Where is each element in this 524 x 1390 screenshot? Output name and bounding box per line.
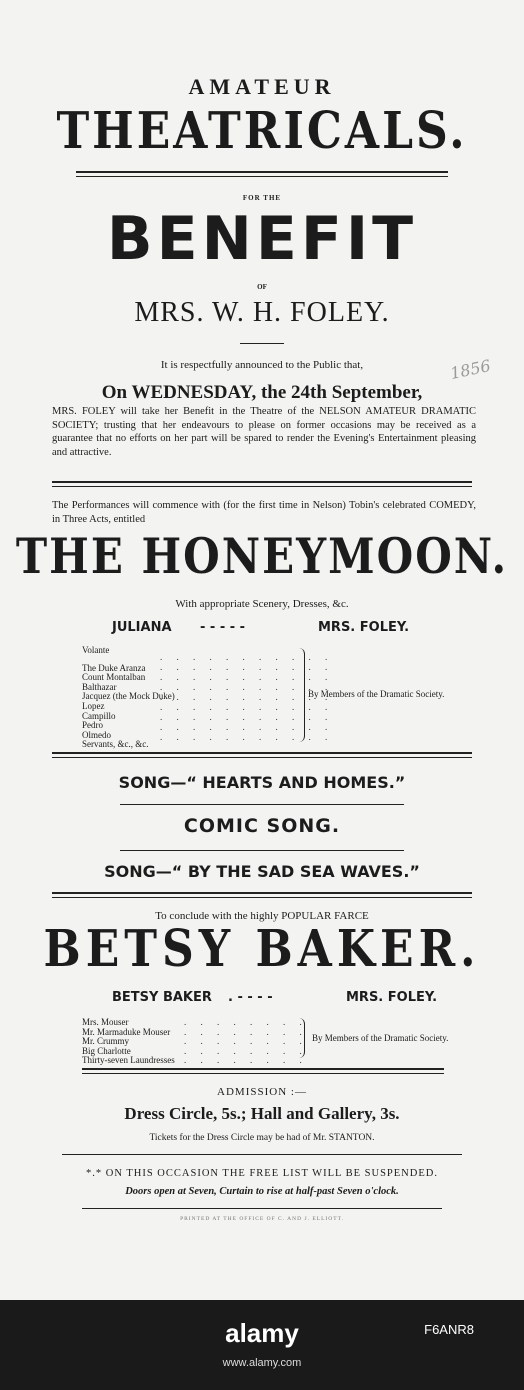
cast-member: Pedro bbox=[82, 720, 103, 731]
lead-role: JULIANA bbox=[112, 620, 172, 635]
beneficiary-name: MRS. W. H. FOLEY. bbox=[134, 297, 390, 328]
cast-member: Olmedo bbox=[82, 729, 111, 740]
tickets-note: Tickets for the Dress Circle may be had of Mr. STANTON. bbox=[149, 1133, 375, 1143]
cast-brace bbox=[296, 648, 305, 742]
cast-note: By Members of the Dramatic Society. bbox=[308, 689, 445, 699]
cast-member: Campillo bbox=[82, 710, 116, 721]
announcement-intro: It is respectfully announced to the Public that, bbox=[160, 359, 364, 371]
stock-url: www.alamy.com bbox=[222, 1357, 302, 1369]
farce-cast-note: By Members of the Dramatic Society. bbox=[312, 1033, 449, 1043]
leader-dots: . . . . . . . . . . . . . . . . . . . . . . . . . . . . . . . . . . . . . . . . . . . . . . . . . . . . . . . . . . . . . . . . . . . . . . . . . . . . . . . . . . . . . . . . . . . . . . . . . . . bbox=[160, 652, 334, 742]
cast-member: Big Charlotte bbox=[82, 1045, 131, 1056]
scenery-note: With appropriate Scenery, Dresses, &c. bbox=[175, 598, 349, 610]
divider bbox=[76, 171, 448, 177]
farce-lead-actor: MRS. FOLEY. bbox=[346, 990, 438, 1005]
cast-member: Mr. Crummy bbox=[82, 1036, 130, 1047]
cast-member: Mrs. Mouser bbox=[82, 1017, 129, 1027]
cast-member: Balthazar bbox=[82, 681, 117, 692]
printer-credit: PRINTED AT THE OFFICE OF C. AND J. ELLIOTT. bbox=[180, 1216, 344, 1222]
benefit-title: BENEFIT bbox=[106, 204, 418, 274]
performance-date: On WEDNESDAY, the 24th September, bbox=[101, 382, 423, 403]
farce-cast-list bbox=[82, 1018, 175, 1066]
cast-member: Lopez bbox=[82, 700, 105, 711]
header-theatricals: THEATRICALS. bbox=[56, 102, 468, 161]
handwritten-year: 1856 bbox=[448, 355, 493, 384]
song-sad-sea-waves: SONG—“ BY THE SAD SEA WAVES.” bbox=[104, 862, 420, 881]
admission-prices: Dress Circle, 5s.; Hall and Gallery, 3s. bbox=[124, 1104, 400, 1123]
cast-member: Servants, &c., &c. bbox=[82, 739, 149, 750]
for-the-label: FOR THE bbox=[242, 194, 282, 202]
divider bbox=[52, 752, 472, 758]
stock-brand: alamy bbox=[225, 1318, 299, 1348]
lead-actor: MRS. FOLEY. bbox=[318, 620, 410, 635]
cast-member: Thirty-seven Laundresses bbox=[82, 1055, 175, 1066]
announcement-body: MRS. FOLEY will take her Benefit in the Theatre of the NELSON AMATEUR DRAMATIC SOCIETY; trusting that her endeavours to please on former occasions may be received as a guarantee that no efforts on her part will be spared to render the Evening's Entertainment pleasing and attractive. bbox=[52, 406, 476, 458]
of-label: OF bbox=[257, 283, 267, 291]
farce-lead-role: BETSY BAKER bbox=[112, 990, 212, 1005]
header-amateur: AMATEUR bbox=[188, 74, 336, 99]
admission-label: ADMISSION :— bbox=[217, 1086, 307, 1098]
comic-song: COMIC SONG. bbox=[183, 815, 341, 837]
stock-id: F6ANR8 bbox=[424, 1322, 474, 1337]
divider bbox=[62, 1154, 462, 1155]
divider bbox=[52, 892, 472, 898]
cast-member: Count Montalban bbox=[82, 672, 146, 683]
song-hearts-and-homes: SONG—“ HEARTS AND HOMES.” bbox=[118, 773, 406, 792]
divider bbox=[82, 1208, 442, 1209]
honeymoon-title: THE HONEYMOON. bbox=[15, 528, 509, 585]
divider bbox=[52, 481, 472, 487]
leader-dots: . . . . . . . . . . . . . . . . . . . . . . . . . . . . . . . . . . . . . . . . bbox=[184, 1017, 308, 1066]
cast-member: Jacquez (the Mock Duke) bbox=[82, 691, 175, 702]
free-list-notice: *.* ON THIS OCCASION THE FREE LIST WILL BE SUSPENDED. bbox=[86, 1168, 438, 1179]
performance-intro: The Performances will commence with (for the first time in Nelson) Tobin's celebrated COMEDY, in Three Acts, entitled bbox=[52, 500, 476, 525]
farce-lead-dashes: . - - - - bbox=[228, 990, 273, 1005]
divider bbox=[120, 850, 404, 851]
betsy-baker-title: BETSY BAKER. bbox=[43, 920, 481, 979]
farce-cast-brace bbox=[296, 1018, 305, 1058]
doors-notice: Doors open at Seven, Curtain to rise at half-past Seven o'clock. bbox=[125, 1186, 399, 1197]
divider bbox=[82, 1068, 444, 1074]
lead-dashes: - - - - - bbox=[200, 620, 246, 635]
cast-member: Mr. Marmaduke Mouser bbox=[82, 1026, 171, 1037]
farce-intro: To conclude with the highly POPULAR FARCE bbox=[155, 910, 369, 922]
divider bbox=[240, 343, 284, 344]
cast-member: The Duke Aranza bbox=[82, 662, 146, 673]
cast-member: Volante bbox=[82, 645, 110, 655]
divider bbox=[120, 804, 404, 805]
